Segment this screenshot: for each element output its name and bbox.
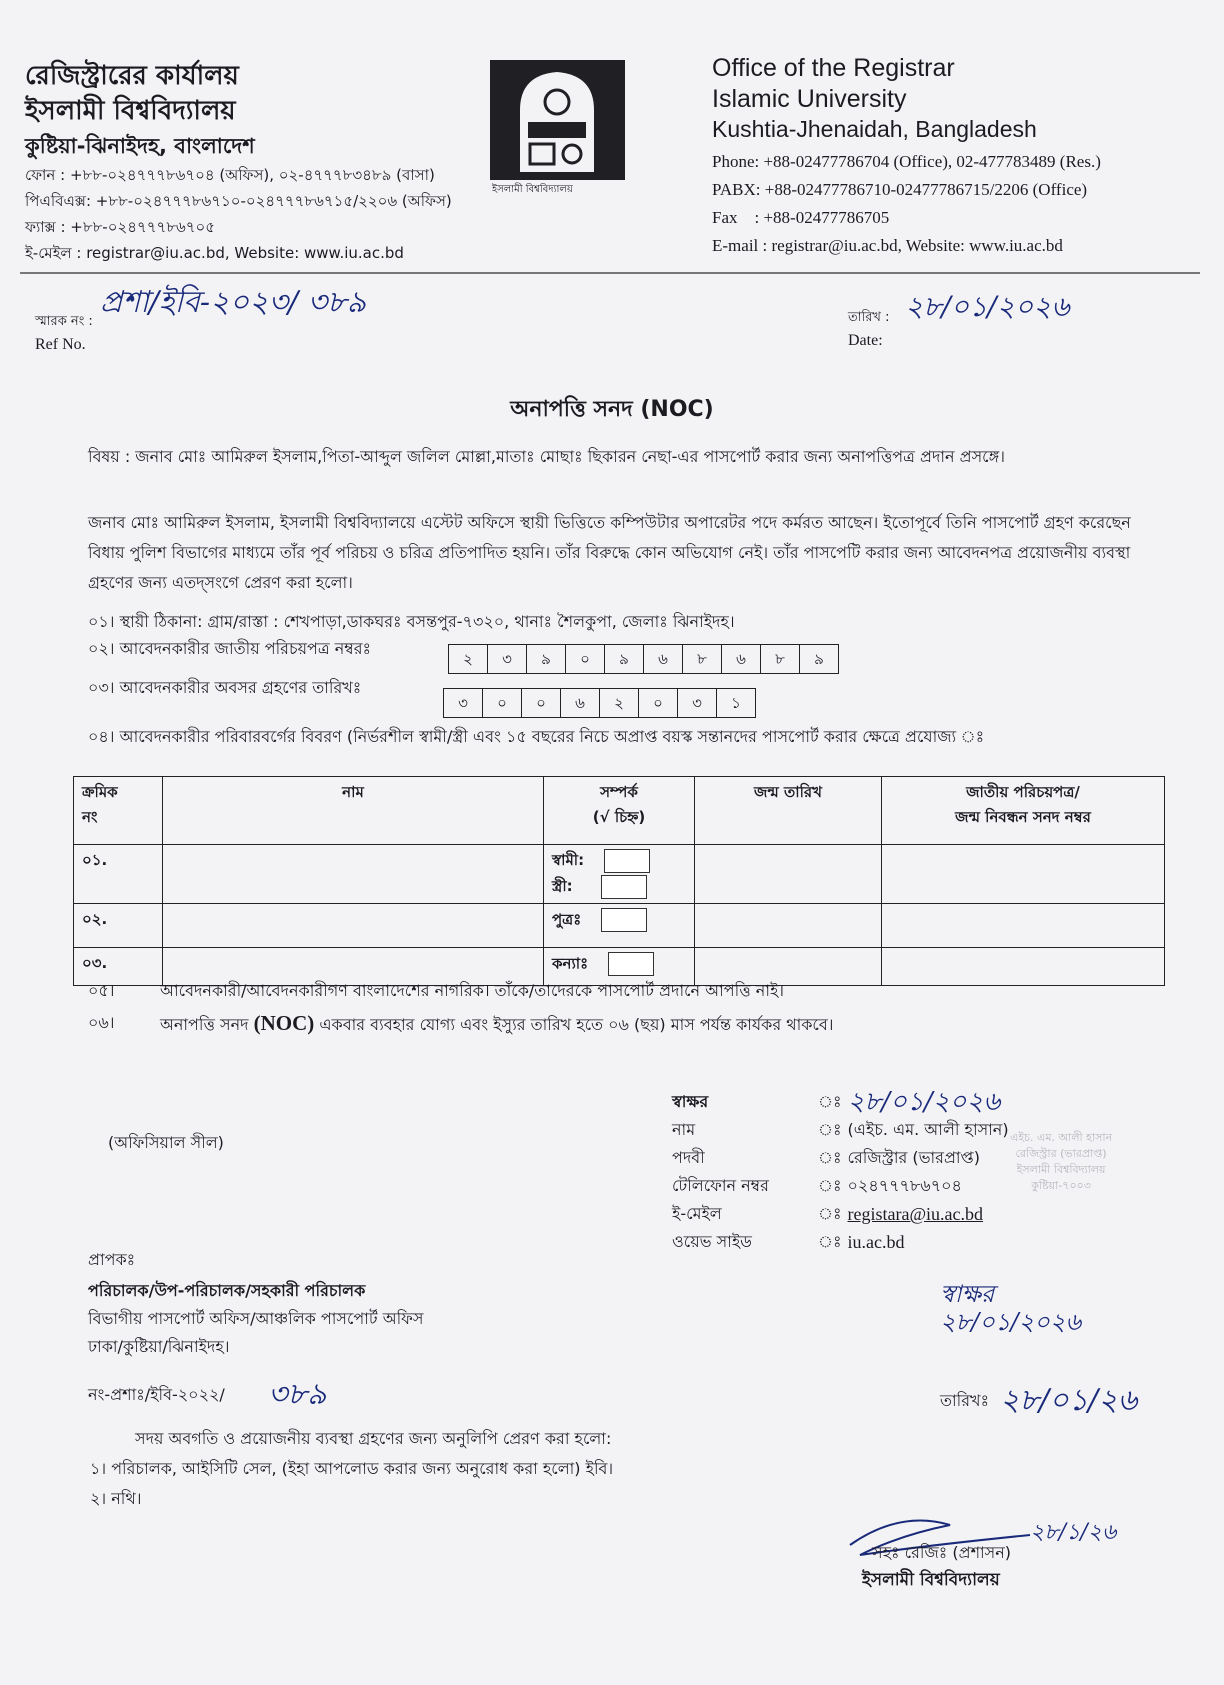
memo-number-label: নং-প্রশাঃ/ইবি-২০২২/: [88, 1385, 225, 1404]
relation-husband: স্বামী:: [552, 851, 585, 869]
id-cell[interactable]: [882, 845, 1165, 904]
logo-caption: ইসলামী বিশ্ববিদ্যালয়: [492, 184, 573, 195]
signatory-phone: ০২৪৭৭৭৮৬৭০৪: [847, 1176, 962, 1195]
digit-box: ৬: [561, 689, 600, 717]
item-retirement-label: ০৩। আবেদনকারীর অবসর গ্রহণের তারিখঃ: [88, 678, 362, 697]
digit-box: ৮: [761, 645, 800, 673]
university-name-bn: ইসলামী বিশ্ববিদ্যালয়: [25, 96, 236, 126]
office-name-en: Office of the Registrar: [712, 54, 955, 82]
web-label: ওয়েভ সাইড: [672, 1232, 752, 1251]
bottom-signatory-org: ইসলামী বিশ্ববিদ্যালয়: [862, 1570, 1000, 1590]
university-name-en: Islamic University: [712, 85, 907, 113]
header-divider: [20, 272, 1200, 274]
daughter-checkbox[interactable]: [608, 952, 654, 976]
colon: ঃ: [818, 1176, 842, 1195]
id-cell[interactable]: [882, 904, 1165, 948]
body-paragraph: জনাব মোঃ আমিরুল ইসলাম, ইসলামী বিশ্ববিদ্যালয়ে এস্টেট অফিসে স্থায়ী ভিত্তিতে কম্পিউটার অপারেটর পদে কর্মরত আছেন। ইতোপূর্বে তিনি পাসপোর্ট গ্রহণ করেছেন বিধায় পুলিশ বিভাগের মাধ্যমে তাঁর পূর্ব পরিচয় ও চরিত্র প্রতিপাদিত হয়নি। তাঁর বিরুদ্ধে কোন অভিযোগ নেই। তাঁর পাসপেটি করার জন্য আবেদনপত্র প্রয়োজনীয় ব্যবস্থা গ্রহণের জন্য এতদ্‌সংগে প্রেরণ করা হলো।: [88, 513, 1131, 592]
col-serial: ক্রমিক: [82, 783, 118, 801]
pabx-bn: পিএবিএক্স: +৮৮-০২৪৭৭৭৮৬৭১০-০২৪৭৭৭৮৬৭১৫/২২০৬ (অফিস): [25, 192, 452, 210]
digit-box: ৩: [488, 645, 527, 673]
email-en: E-mail : registrar@iu.ac.bd, Website: www.iu.ac.bd: [712, 236, 1063, 255]
row-serial: ০১.: [74, 845, 163, 904]
date-label-en: Date:: [848, 332, 883, 349]
item-citizenship: আবেদনকারী/আবেদনকারীগণ বাংলাদেশের নাগরিক। তাঁকে/তাদেরকে পাসপোর্ট প্রদানে আপত্তি নাই।: [160, 981, 785, 1000]
item-nid-label: ০২। আবেদনকারীর জাতীয় পরিচয়পত্র নম্বরঃ: [88, 639, 372, 658]
phone-en: Phone: +88-02477786704 (Office), 02-477783489 (Res.): [712, 152, 1101, 171]
location-en: Kushtia-Jhenaidah, Bangladesh: [712, 116, 1037, 142]
col-dob: জন্ম তারিখ: [695, 777, 882, 845]
validity-c: একবার ব্যবহার যোগ্য এবং ইস্যুর তারিখ হতে ০৬ (ছয়) মাস পর্যন্ত কার্যকর থাকবে।: [314, 1015, 834, 1034]
signature-handwritten: ২৮/০১/২০২৬: [847, 1087, 1001, 1117]
item-family-details: ০৪। আবেদনকারীর পরিবারবর্গের বিবরণ (নির্ভরশীল স্বামী/স্ত্রী এবং ১৫ বছরের নিচে অপ্রাপ্ত বয়স্ক সন্তানদের পাসপোর্ট করার ক্ষেত্রে প্রযোজ্য ঃ: [88, 727, 985, 746]
registrar-stamp: [1010, 1130, 1112, 1194]
row-serial: ০২.: [74, 904, 163, 948]
document-title: অনাপত্তি সনদ (NOC): [510, 397, 714, 422]
stamp-line: এইচ. এম. আলী হাসান: [1010, 1131, 1113, 1144]
col-name: নাম: [163, 777, 544, 845]
col-relation-note: (√ চিহ্ন): [592, 808, 646, 826]
col-id-2: জন্ম নিবন্ধন সনদ নম্বর: [955, 808, 1091, 826]
email-label: ই-মেইল: [672, 1204, 722, 1223]
validity-a: অনাপত্তি সনদ: [160, 1015, 254, 1034]
ref-number-handwritten: প্রশা/ইবি-২০২৩/ ৩৮৯: [100, 285, 367, 320]
digit-box: ২: [449, 645, 488, 673]
phone-bn: ফোন : +৮৮-০২৪৭৭৭৮৬৭০৪ (অফিস), ০২-৪৭৭৭৮৩৪৮৯ (বাসা): [25, 166, 435, 184]
digit-box: ৩: [444, 689, 483, 717]
recipient-line-3: ঢাকা/কুষ্টিয়া/ঝিনাইদহ।: [88, 1337, 230, 1356]
bottom-signatory-title: সহঃ রেজিঃ (প্রশাসন): [872, 1543, 1012, 1562]
item-permanent-address: ০১। স্থায়ী ঠিকানা: গ্রাম/রাস্তা : শেখপাড়া,ডাকঘরঃ বসন্তপুর-৭৩২০, থানাঃ শৈলকুপা, জেলাঃ ঝিনাইদহ।: [88, 612, 735, 631]
relation-son: পুত্রঃ: [552, 910, 582, 929]
colon: ঃ: [818, 1120, 842, 1139]
col-serial-2: নং: [82, 808, 98, 826]
phone-label: টেলিফোন নম্বর: [672, 1176, 769, 1195]
bottom-date-handwritten: ২৮/১/২৬: [1030, 1520, 1117, 1545]
date-label-bn: তারিখ :: [848, 310, 890, 325]
colon: ঃ: [818, 1204, 842, 1223]
location-bn: কুষ্টিয়া-ঝিনাইদহ, বাংলাদেশ: [25, 134, 255, 158]
id-cell[interactable]: [882, 948, 1165, 986]
copy-item-1: ১। পরিচালক, আইসিটি সেল, (ইহা আপলোড করার জন্য অনুরোধ করা হলো) ইবি।: [90, 1459, 614, 1478]
logo-emblem-icon: [490, 60, 625, 180]
retirement-date-boxes: [443, 688, 756, 718]
table-row: [74, 904, 1165, 948]
subject-text: বিষয় : জনাব মোঃ আমিরুল ইসলাম,পিতা-আব্দুল জলিল মোল্লা,মাতাঃ মোছাঃ ছিকারন নেছা-এর পাসপোর্ট করার জন্য অনাপত্তিপত্র প্রদান প্রসঙ্গে।: [88, 447, 1005, 466]
handwritten-note: [940, 1280, 1081, 1336]
item-validity: [160, 1008, 833, 1040]
fax-bn: ফ্যাক্স : +৮৮-০২৪৭৭৭৮৬৭০৫: [25, 218, 215, 236]
ref-label-en: Ref No.: [35, 336, 86, 353]
pabx-en: PABX: +88-02477786710-02477786715/2206 (Office): [712, 180, 1088, 199]
email-bn: ই-মেইল : registrar@iu.ac.bd, Website: www.iu.ac.bd: [25, 244, 404, 262]
date-handwritten: ২৮/০১/২০২৬: [905, 290, 1070, 323]
copy-intro: সদয় অবগতি ও প্রয়োজনীয় ব্যবস্থা গ্রহণের জন্য অনুলিপি প্রেরণ করা হলো:: [135, 1429, 612, 1448]
husband-checkbox[interactable]: [604, 849, 650, 873]
signatory-website[interactable]: iu.ac.bd: [847, 1232, 905, 1252]
name-cell[interactable]: [163, 845, 544, 904]
digit-box: ৬: [644, 645, 683, 673]
signatory-name: (এইচ. এম. আলী হাসান): [847, 1120, 1009, 1139]
colon: ঃ: [818, 1092, 842, 1111]
official-seal-label: (অফিসিয়াল সীল): [108, 1133, 224, 1152]
digit-box: ০: [639, 689, 678, 717]
ref-label-bn: স্মারক নং :: [35, 314, 93, 329]
stamp-line: কুষ্টিয়া-৭০০৩: [1031, 1179, 1091, 1192]
colon: ঃ: [818, 1232, 842, 1251]
table-row: [74, 845, 1165, 904]
memo-date-label: তারিখঃ: [940, 1391, 990, 1410]
dob-cell[interactable]: [695, 845, 882, 904]
recipient-line-2: বিভাগীয় পাসপোর্ট অফিস/আঞ্চলিক পাসপোর্ট অফিস: [88, 1309, 424, 1328]
digit-box: ৬: [722, 645, 761, 673]
digit-box: ০: [566, 645, 605, 673]
validity-noc: (NOC): [253, 1011, 315, 1035]
university-logo: [490, 60, 625, 180]
note-line: ২৮/০১/২০২৬: [940, 1308, 1081, 1336]
nid-number-boxes: [448, 644, 839, 674]
digit-box: ৯: [814, 650, 824, 668]
designation-label: পদবী: [672, 1148, 705, 1167]
col-relation: সম্পর্ক: [600, 783, 638, 801]
digit-box: ০: [483, 689, 522, 717]
family-details-table: [73, 776, 1165, 986]
item-5-number: ০৫।: [88, 981, 115, 1000]
digit-box: ৯: [527, 645, 566, 673]
signatory-designation: রেজিস্ট্রার (ভারপ্রাপ্ত): [847, 1148, 980, 1167]
signatory-block: [672, 1088, 1015, 1256]
digit-box: ৯: [605, 645, 644, 673]
son-checkbox[interactable]: [601, 908, 647, 932]
stamp-line: রেজিস্ট্রার (ভারপ্রাপ্ত): [1015, 1147, 1107, 1160]
wife-checkbox[interactable]: [601, 875, 647, 899]
relation-daughter: কন্যাঃ: [552, 954, 589, 973]
stamp-line: ইসলামী বিশ্ববিদ্যালয়: [1016, 1163, 1106, 1176]
copy-item-2: ২। নথি।: [90, 1489, 142, 1508]
memo-date-handwritten: ২৮/০১/২৬: [1000, 1383, 1138, 1418]
fax-en: Fax : +88-02477786705: [712, 208, 890, 227]
dob-cell[interactable]: [695, 904, 882, 948]
note-line: স্বাক্ষর: [940, 1280, 995, 1308]
recipient-label: প্রাপকঃ: [88, 1250, 136, 1269]
colon: ঃ: [818, 1148, 842, 1167]
digit-box: ১: [731, 694, 741, 712]
digit-box: ৮: [683, 645, 722, 673]
relation-wife: স্ত্রী:: [552, 877, 573, 895]
recipient-line-1: পরিচালক/উপ-পরিচালক/সহকারী পরিচালক: [88, 1281, 366, 1300]
digit-box: ০: [522, 689, 561, 717]
digit-box: ৩: [678, 689, 717, 717]
name-label: নাম: [672, 1120, 696, 1139]
office-name-bn: রেজিস্ট্রারের কার্যালয়: [25, 61, 239, 91]
col-id: জাতীয় পরিচয়পত্র/: [966, 783, 1080, 801]
sign-label: স্বাক্ষর: [672, 1092, 709, 1111]
memo-number-handwritten: ৩৮৯: [268, 1377, 327, 1412]
signatory-email[interactable]: registara@iu.ac.bd: [847, 1204, 984, 1224]
item-6-number: ০৬।: [88, 1013, 115, 1032]
row-serial: ০৩.: [74, 948, 163, 986]
table-header-row: [74, 777, 1165, 845]
digit-box: ২: [600, 689, 639, 717]
name-cell[interactable]: [163, 904, 544, 948]
